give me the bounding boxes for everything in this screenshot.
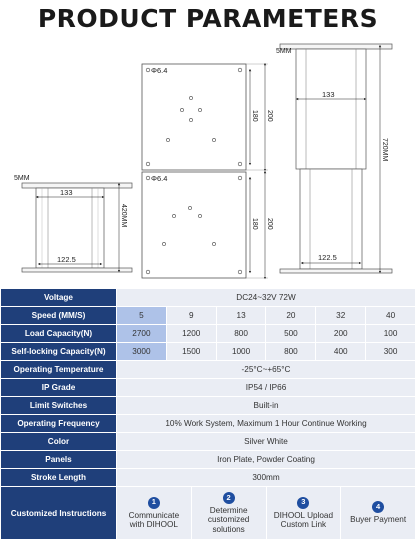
custom-step [267, 487, 342, 539]
panels-label: Panels [1, 451, 117, 469]
freq-label: Operating Frequency [1, 415, 117, 433]
short-col-width-label: 133 [60, 188, 73, 197]
load-value: 1200 [166, 325, 216, 343]
speed-value: 40 [366, 307, 416, 325]
voltage-row [1, 289, 416, 307]
selflock-value: 400 [316, 343, 366, 361]
limit-row [1, 397, 416, 415]
load-value: 500 [266, 325, 316, 343]
bottom-plate-inner-dim: 180 [251, 218, 258, 230]
temp-label: Operating Temperature [1, 361, 117, 379]
step-number-badge: 3 [297, 497, 309, 509]
temp-row [1, 361, 416, 379]
step-text: Communicate [128, 510, 180, 520]
color-row [1, 433, 416, 451]
bottom-plate-hole-label: Φ6.4 [151, 174, 168, 183]
voltage-value: DC24~32V 72W [117, 289, 416, 307]
stroke-value: 300mm [117, 469, 416, 487]
custom-label: Customized Instructions [1, 487, 117, 540]
color-label: Color [1, 433, 117, 451]
page-title: PRODUCT PARAMETERS [37, 4, 379, 33]
custom-step [341, 487, 415, 539]
ip-row [1, 379, 416, 397]
stroke-row [1, 469, 416, 487]
selflock-row [1, 343, 416, 361]
panels-value: Iron Plate, Powder Coating [117, 451, 416, 469]
short-col-base-label: 122.5 [57, 255, 76, 264]
selflock-value: 3000 [117, 343, 167, 361]
technical-drawings [0, 38, 416, 284]
stroke-label: Stroke Length [1, 469, 117, 487]
step-text: Determine [209, 505, 248, 515]
speed-label: Speed (MM/S) [1, 307, 117, 325]
panels-row [1, 451, 416, 469]
custom-step [192, 487, 267, 539]
selflock-value: 1000 [216, 343, 266, 361]
step-text: customized [207, 515, 250, 525]
tall-col-top-label: 5MM [276, 48, 292, 55]
parameters-table [0, 288, 416, 540]
load-label: Load Capacity(N) [1, 325, 117, 343]
selflock-value: 300 [366, 343, 416, 361]
top-plate-inner-dim: 180 [251, 110, 258, 122]
selflock-value: 800 [266, 343, 316, 361]
speed-value: 13 [216, 307, 266, 325]
speed-value: 9 [166, 307, 216, 325]
custom-row [1, 487, 416, 540]
custom-step [117, 487, 192, 539]
tall-col-base-label: 122.5 [318, 253, 337, 262]
step-text: Buyer Payment [350, 515, 407, 525]
speed-value: 32 [316, 307, 366, 325]
color-value: Silver White [117, 433, 416, 451]
limit-value: Built-in [117, 397, 416, 415]
short-column-drawing [14, 175, 132, 272]
temp-value: -25°C~+65°C [117, 361, 416, 379]
short-col-height-label: 420MM [120, 204, 127, 228]
ip-value: IP54 / IP66 [117, 379, 416, 397]
speed-row [1, 307, 416, 325]
step-text: solutions [212, 524, 245, 534]
step-number-badge: 1 [148, 497, 160, 509]
short-col-top-label: 5MM [14, 175, 30, 182]
load-value: 100 [366, 325, 416, 343]
step-number-badge: 2 [223, 492, 235, 504]
tall-col-height-label: 720MM [381, 138, 388, 162]
step-text: with DIHOOL [129, 520, 178, 529]
load-row [1, 325, 416, 343]
top-plate-drawing [142, 64, 273, 170]
bottom-plate-outer-dim: 200 [266, 218, 273, 230]
bottom-plate-drawing [142, 172, 273, 278]
step-text: Custom Link [280, 520, 327, 529]
ip-label: IP Grade [1, 379, 117, 397]
speed-value: 20 [266, 307, 316, 325]
load-value: 2700 [117, 325, 167, 343]
selflock-value: 1500 [166, 343, 216, 361]
speed-value: 5 [117, 307, 167, 325]
top-plate-outer-dim: 200 [266, 110, 273, 122]
step-text: DIHOOL Upload [273, 510, 334, 520]
tall-col-width-label: 133 [322, 90, 335, 99]
step-number-badge: 4 [372, 501, 384, 513]
freq-value: 10% Work System, Maximum 1 Hour Continue Working [117, 415, 416, 433]
load-value: 200 [316, 325, 366, 343]
freq-row [1, 415, 416, 433]
load-value: 800 [216, 325, 266, 343]
voltage-label: Voltage [1, 289, 117, 307]
top-plate-hole-label: Φ6.4 [151, 66, 168, 75]
selflock-label: Self-locking Capacity(N) [1, 343, 117, 361]
limit-label: Limit Switches [1, 397, 117, 415]
tall-column-drawing [276, 44, 392, 273]
